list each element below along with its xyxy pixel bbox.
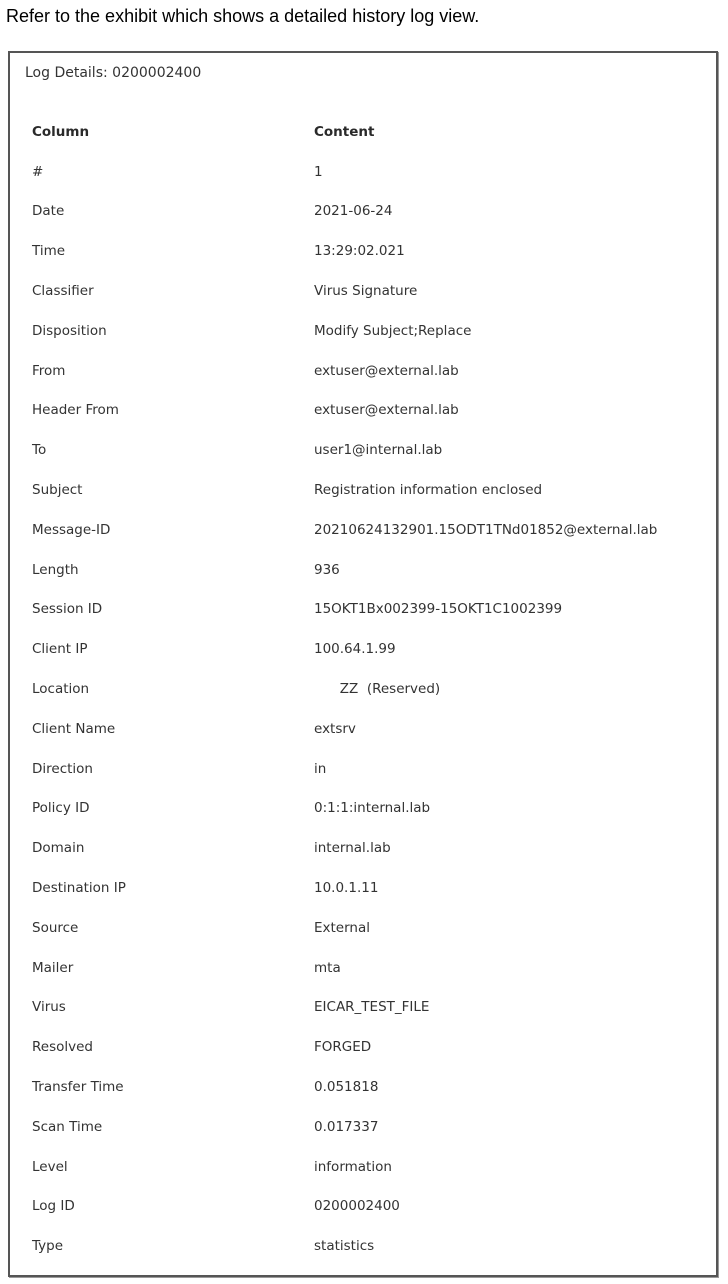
table-header-row <box>32 112 712 152</box>
row-content-value: Modify Subject;Replace <box>314 322 472 339</box>
row-content-value: 100.64.1.99 <box>314 641 396 658</box>
table-row <box>32 152 712 192</box>
row-column-name: Level <box>32 1158 68 1175</box>
table-row <box>32 709 712 749</box>
row-column-name: Transfer Time <box>32 1079 124 1096</box>
row-content-value: Registration information enclosed <box>314 482 543 499</box>
row-content-value: mta <box>314 959 341 976</box>
row-column-name: Client Name <box>32 720 116 737</box>
row-content-value: extsrv <box>314 720 356 737</box>
table-row <box>32 470 712 510</box>
table-row <box>32 231 712 271</box>
content-header: Content <box>314 123 375 140</box>
table-row <box>32 271 712 311</box>
row-content-value: 1 <box>314 163 323 180</box>
row-content-value: 0:1:1:internal.lab <box>314 800 431 817</box>
row-column-name: Virus <box>32 999 66 1016</box>
row-column-name: Session ID <box>32 601 103 618</box>
row-column-name: Client IP <box>32 641 88 658</box>
row-content-value: External <box>314 919 371 936</box>
row-column-name: Message-ID <box>32 521 111 538</box>
table-row <box>32 749 712 789</box>
log-details-table <box>32 112 712 1266</box>
row-content-value: FORGED <box>314 1039 372 1056</box>
row-content-value: Virus Signature <box>314 283 418 300</box>
row-content-value: user1@internal.lab <box>314 442 443 459</box>
table-row <box>32 669 712 709</box>
log-details-panel <box>8 51 718 1277</box>
table-row <box>32 1107 712 1147</box>
row-content-value: in <box>314 760 327 777</box>
table-row <box>32 908 712 948</box>
table-row <box>32 1027 712 1067</box>
row-content-value: 0.051818 <box>314 1079 379 1096</box>
row-column-name: Date <box>32 203 65 220</box>
table-row <box>32 192 712 232</box>
table-row <box>32 391 712 431</box>
row-content-value: extuser@external.lab <box>314 402 459 419</box>
row-content-value: 13:29:02.021 <box>314 243 405 260</box>
row-column-name: Subject <box>32 482 83 499</box>
table-row <box>32 868 712 908</box>
log-details-title: Log Details: 0200002400 <box>25 65 202 81</box>
row-column-name: To <box>32 442 47 459</box>
table-row <box>32 1187 712 1227</box>
table-row <box>32 351 712 391</box>
table-row <box>32 988 712 1028</box>
row-content-value: information <box>314 1158 392 1175</box>
row-column-name: Classifier <box>32 283 94 300</box>
row-column-name: Type <box>32 1238 64 1255</box>
table-row <box>32 590 712 630</box>
row-content-value: EICAR_TEST_FILE <box>314 999 430 1016</box>
row-column-name: Scan Time <box>32 1118 103 1135</box>
row-column-name: Disposition <box>32 322 107 339</box>
row-column-name: Direction <box>32 760 93 777</box>
table-row <box>32 1067 712 1107</box>
table-row <box>32 311 712 351</box>
row-content-value: 20210624132901.15ODT1TNd01852@external.lab <box>314 521 658 538</box>
row-column-name: Destination IP <box>32 880 126 897</box>
row-column-name: Mailer <box>32 959 74 976</box>
row-content-value: 10.0.1.11 <box>314 880 379 897</box>
row-content-value: 0.017337 <box>314 1118 379 1135</box>
row-column-name: Log ID <box>32 1198 75 1215</box>
row-content-value: statistics <box>314 1238 375 1255</box>
row-column-name: Time <box>32 243 66 260</box>
table-row <box>32 430 712 470</box>
row-content-value: 2021-06-24 <box>314 203 393 220</box>
table-row <box>32 948 712 988</box>
table-row <box>32 828 712 868</box>
row-content-value: extuser@external.lab <box>314 362 459 379</box>
table-row <box>32 629 712 669</box>
row-column-name: # <box>32 163 44 180</box>
row-column-name: Length <box>32 561 79 578</box>
row-column-name: Policy ID <box>32 800 90 817</box>
row-content-value: 0200002400 <box>314 1198 400 1215</box>
log-rows <box>32 152 712 1266</box>
table-row <box>32 550 712 590</box>
row-content-value: 15OKT1Bx002399-15OKT1C1002399 <box>314 601 563 618</box>
row-content-value: ZZ (Reserved) <box>314 681 441 698</box>
column-header: Column <box>32 123 90 140</box>
table-row <box>32 1226 712 1266</box>
table-row <box>32 510 712 550</box>
table-row <box>32 1147 712 1187</box>
row-column-name: Header From <box>32 402 119 419</box>
table-row <box>32 789 712 829</box>
row-column-name: From <box>32 362 66 379</box>
exhibit-caption: Refer to the exhibit which shows a detailed history log view. <box>6 6 480 26</box>
row-column-name: Domain <box>32 840 85 857</box>
row-content-value: internal.lab <box>314 840 391 857</box>
row-column-name: Location <box>32 681 90 698</box>
row-column-name: Resolved <box>32 1039 93 1056</box>
row-column-name: Source <box>32 919 79 936</box>
row-content-value: 936 <box>314 561 340 578</box>
